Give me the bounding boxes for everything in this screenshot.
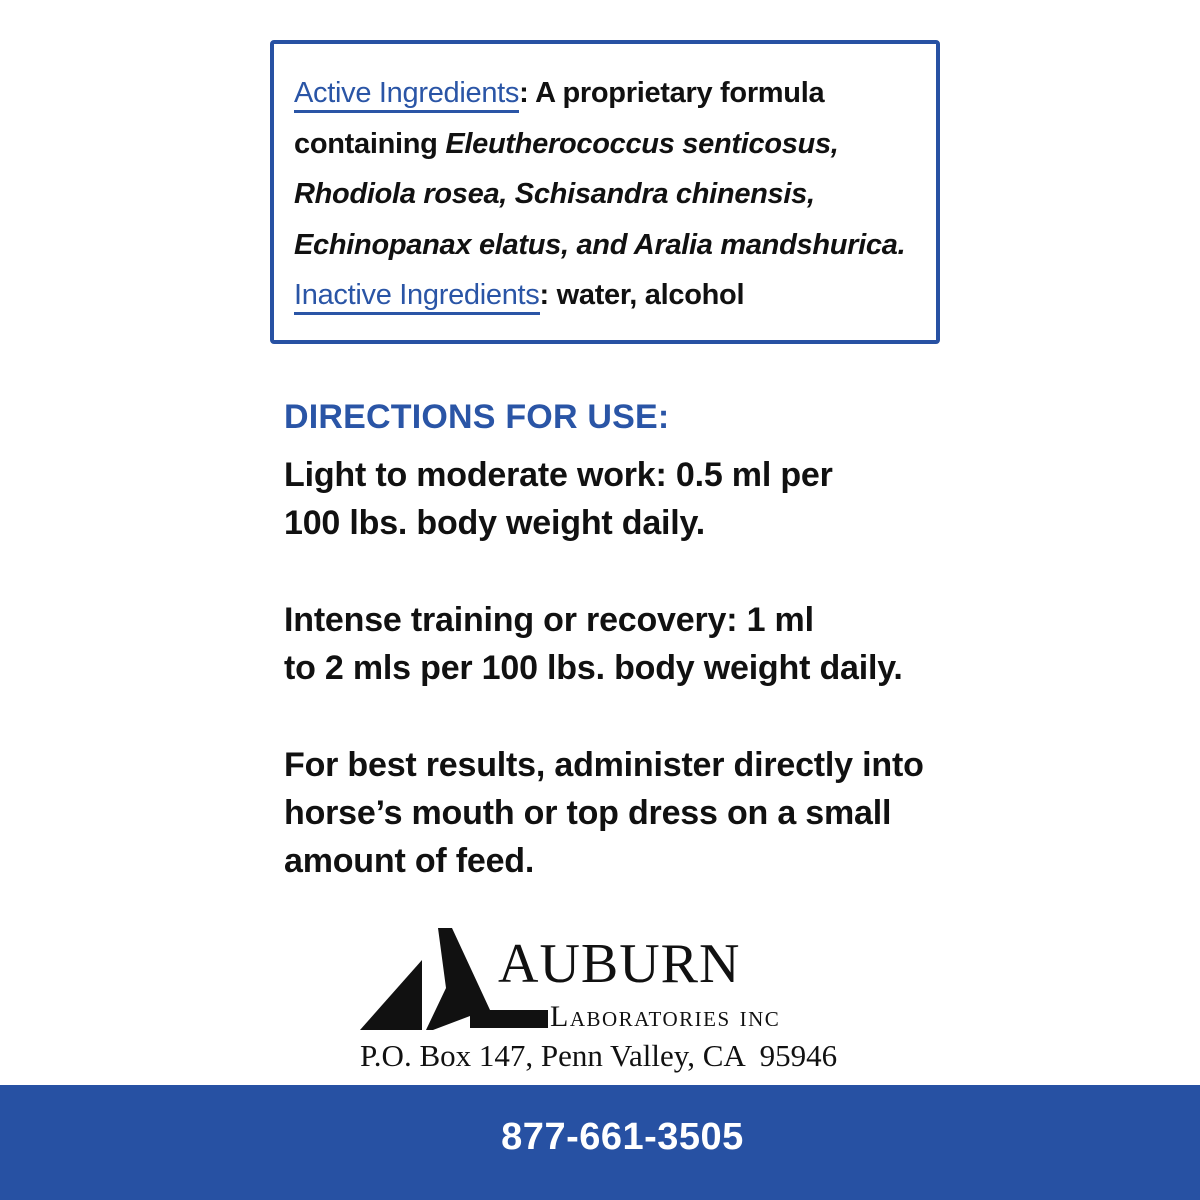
direction-best-results [284, 741, 1004, 885]
logo-subtitle: Laboratories inc [550, 1000, 781, 1033]
inactive-ingredients-label: Inactive Ingredients [294, 279, 540, 315]
direction-line: 100 lbs. body weight daily. [284, 504, 705, 542]
active-ingredients-line [294, 68, 936, 119]
footer-phone: 877-661-3505 [501, 1116, 744, 1158]
active-ingredients-intro: : A proprietary formula [519, 77, 825, 109]
directions-title: DIRECTIONS FOR USE: [284, 398, 670, 436]
auburn-logo [360, 928, 880, 1078]
active-ingredients-label: Active Ingredients [294, 77, 519, 113]
direction-line: Light to moderate work: 0.5 ml per [284, 456, 833, 494]
direction-light-work [284, 451, 1004, 547]
containing-line [294, 119, 936, 170]
logo-address: P.O. Box 147, Penn Valley, CA 95946 [360, 1038, 838, 1073]
direction-line: horse’s mouth or top dress on a small [284, 794, 892, 832]
direction-line: to 2 mls per 100 lbs. body weight daily. [284, 649, 903, 687]
direction-line: amount of feed. [284, 842, 535, 880]
direction-line: For best results, administer directly into [284, 746, 924, 784]
herb-eleutherococcus: Eleutherococcus senticosus, [445, 127, 839, 160]
herb-line-2 [294, 169, 936, 220]
inactive-ingredients-text: : water, alcohol [539, 279, 745, 311]
logo-name: AUBURN [498, 933, 741, 995]
containing-text: containing [294, 127, 446, 160]
directions-section [284, 398, 1004, 934]
direction-intense-training [284, 596, 1004, 692]
herb-line-3 [294, 220, 936, 271]
herb-line-3-text: Echinopanax elatus, and Aralia mandshurica. [294, 228, 906, 261]
herb-line-2-text: Rhodiola rosea, Schisandra chinensis, [294, 178, 815, 210]
direction-line: Intense training or recovery: 1 ml [284, 601, 814, 639]
inactive-ingredients-line [294, 270, 936, 321]
ingredients-box [270, 40, 940, 344]
